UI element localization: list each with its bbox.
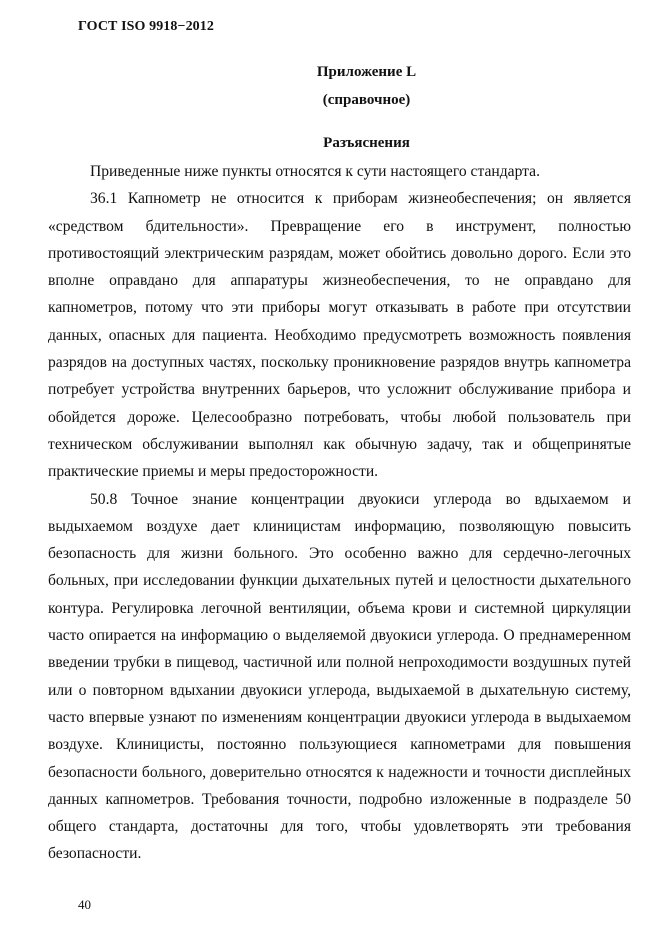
document-body xyxy=(48,158,631,868)
page-number: 40 xyxy=(78,897,91,912)
paragraph-50-8: 50.8 Точное знание концентрации двуокиси углерода во вдыхаемом и выдыхаемом воздухе дает клиницистам информацию, позволяющую повысить безопасность для жизни больного. Это особенно важно для сердечно-легочных больных, при исследовании функции дыхательных путей и целостности дыхательного контура. Регулировка легочной вентиляции, объема крови и системной циркуляции часто опирается на информацию о выделяемой двуокиси углерода. О преднамеренном введении трубки в пищевод, частичной или полной непроходимости воздушных путей или о повторном вдыхании двуокиси углерода, выдыхаемой в дыхательную систему, часто впервые узнают по изменениям концентрации двуокиси углерода в выдыхаемом воздухе. Клиницисты, постоянно пользующиеся капнометрами для повышения безопасности больного, доверительно относятся к надежности и точности дисплейных данных капнометров. Требования точности, подробно изложенные в подразделе 50 общего стандарта, достаточны для того, чтобы удовлетворять эти требования безопасности. xyxy=(48,490,631,863)
annex-subtitle: (справочное) xyxy=(322,92,411,108)
annex-title: Приложение L xyxy=(316,64,417,80)
paragraph-36-1: 36.1 Капнометр не относится к приборам жизнеобеспечения; он является «средством бдительности». Превращение его в инструмент, полностью противостоящий электрическим разрядам, может обойтись довольно дорого. Если это вполне оправдано для аппаратуры жизнеобеспечения, то не оправдано для капнометров, потому что эти приборы могут отказывать в работе при отсутствии данных, опасных для пациента. Необходимо предусмотреть возможность появления разрядов на доступных частях, поскольку проникновение разрядов внутрь капнометра потребует устройства внутренних барьеров, что усложнит обслуживание прибора и обойдется дороже. Целесообразно потребовать, чтобы любой пользователь при техническом обслуживании выполнял как обычную задачу, так и общепринятые практические приемы и меры предосторожности. xyxy=(48,190,631,481)
section-title: Разъяснения xyxy=(323,135,410,151)
paragraph-intro: Приведенные ниже пункты относятся к сути настоящего стандарта. xyxy=(90,163,540,180)
standard-designation: ГОСТ ISO 9918−2012 xyxy=(78,19,214,34)
